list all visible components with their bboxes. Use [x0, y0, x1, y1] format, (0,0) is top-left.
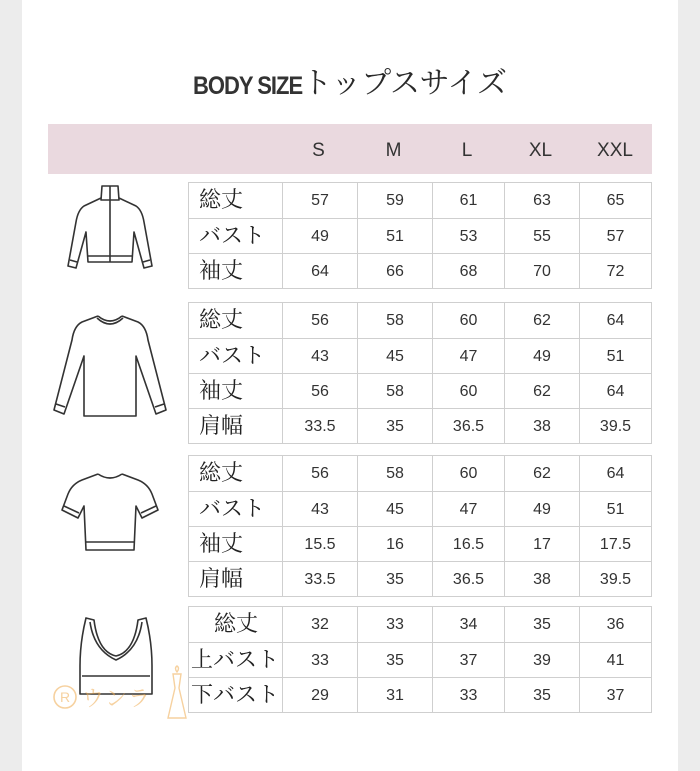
row-label: 上バスト — [191, 647, 280, 673]
table-cell: 51 — [357, 219, 432, 254]
table-cell: 16.5 — [432, 527, 504, 562]
table-cell: 35 — [357, 562, 432, 597]
table-cell: 66 — [357, 254, 432, 289]
row-label: 総丈 — [199, 307, 244, 333]
table-cell: 35 — [504, 678, 579, 713]
table-cell: 51 — [579, 492, 651, 527]
size-table-group-1 — [188, 182, 652, 289]
table-cell: 36 — [579, 607, 651, 642]
table-cell: 49 — [504, 339, 579, 374]
row-label: 下バスト — [191, 682, 280, 708]
table-cell: 49 — [504, 492, 579, 527]
table-cell: 39 — [504, 643, 579, 678]
table-cell: 35 — [504, 607, 579, 642]
table-row — [189, 526, 651, 562]
table-row — [189, 408, 651, 444]
table-cell: 37 — [579, 678, 651, 713]
table-cell: 33 — [282, 643, 357, 678]
table-cell: 29 — [282, 678, 357, 713]
page-title — [0, 58, 700, 102]
table-cell: 45 — [357, 339, 432, 374]
table-cell: 65 — [579, 183, 651, 218]
table-cell: 56 — [282, 374, 357, 409]
size-table-group-3 — [188, 455, 652, 597]
table-cell: 39.5 — [579, 409, 651, 444]
table-cell: 39.5 — [579, 562, 651, 597]
brand-watermark — [52, 678, 302, 718]
table-cell: 57 — [579, 219, 651, 254]
table-cell: 51 — [579, 339, 651, 374]
row-label: 総丈 — [199, 187, 244, 213]
row-label: バスト — [199, 496, 266, 522]
table-cell: 64 — [579, 374, 651, 409]
table-row — [189, 253, 651, 289]
table-cell: 70 — [504, 254, 579, 289]
table-cell: 32 — [282, 607, 357, 642]
row-label: 肩幅 — [199, 413, 244, 439]
table-cell: 68 — [432, 254, 504, 289]
table-cell: 62 — [504, 303, 579, 338]
size-table-group-2 — [188, 302, 652, 444]
table-cell: 17 — [504, 527, 579, 562]
table-cell: 60 — [432, 374, 504, 409]
row-label: 袖丈 — [199, 378, 244, 404]
row-label: 袖丈 — [199, 258, 244, 284]
dress-figure-icon — [164, 662, 190, 722]
watermark-text: ウンラ — [82, 687, 152, 712]
table-cell: 43 — [282, 339, 357, 374]
table-cell: 59 — [357, 183, 432, 218]
table-cell: 72 — [579, 254, 651, 289]
table-cell: 60 — [432, 303, 504, 338]
table-row — [189, 456, 651, 491]
row-label: バスト — [199, 343, 266, 369]
row-label: 袖丈 — [199, 531, 244, 557]
table-cell: 60 — [432, 456, 504, 491]
svg-text:R: R — [59, 689, 71, 705]
table-cell: 47 — [432, 339, 504, 374]
table-cell: 16 — [357, 527, 432, 562]
table-row — [189, 491, 651, 527]
table-cell: 57 — [282, 183, 357, 218]
title-japanese: トップスサイズ — [302, 66, 508, 101]
table-row — [189, 607, 651, 642]
table-cell: 64 — [579, 303, 651, 338]
table-cell: 53 — [432, 219, 504, 254]
table-cell: 38 — [504, 562, 579, 597]
table-cell: 41 — [579, 643, 651, 678]
table-cell: 58 — [357, 456, 432, 491]
table-cell: 33 — [432, 678, 504, 713]
table-cell: 37 — [432, 643, 504, 678]
table-row — [189, 338, 651, 374]
table-row — [189, 561, 651, 597]
table-cell: 45 — [357, 492, 432, 527]
long-sleeve-tshirt-icon — [48, 306, 172, 424]
table-cell: 61 — [432, 183, 504, 218]
size-header-l: L — [461, 140, 473, 161]
table-cell: 35 — [357, 409, 432, 444]
table-cell: 31 — [357, 678, 432, 713]
table-row — [189, 373, 651, 409]
table-row — [189, 183, 651, 218]
table-row — [189, 218, 651, 254]
table-cell: 58 — [357, 374, 432, 409]
title-english: BODY SIZE — [192, 71, 303, 100]
size-header-m: M — [385, 140, 402, 161]
table-cell: 64 — [282, 254, 357, 289]
registered-mark-icon — [52, 684, 78, 710]
table-cell: 33.5 — [282, 562, 357, 597]
turtleneck-crop-top-icon — [48, 180, 172, 280]
table-cell: 33 — [357, 607, 432, 642]
size-header-s: S — [312, 140, 325, 161]
table-cell: 38 — [504, 409, 579, 444]
table-cell: 35 — [357, 643, 432, 678]
table-cell: 34 — [432, 607, 504, 642]
row-label: 総丈 — [213, 611, 258, 637]
table-row — [189, 303, 651, 338]
table-cell: 56 — [282, 303, 357, 338]
table-cell: 64 — [579, 456, 651, 491]
table-cell: 15.5 — [282, 527, 357, 562]
table-cell: 55 — [504, 219, 579, 254]
size-header-xxl: XXL — [597, 140, 633, 161]
row-label: バスト — [199, 223, 266, 249]
table-cell: 49 — [282, 219, 357, 254]
row-label: 肩幅 — [199, 566, 244, 592]
size-header-xl: XL — [528, 140, 553, 161]
table-cell: 62 — [504, 374, 579, 409]
table-cell: 36.5 — [432, 409, 504, 444]
table-cell: 33.5 — [282, 409, 357, 444]
table-cell: 58 — [357, 303, 432, 338]
table-cell: 56 — [282, 456, 357, 491]
table-cell: 17.5 — [579, 527, 651, 562]
row-label: 総丈 — [199, 460, 244, 486]
table-cell: 47 — [432, 492, 504, 527]
table-row — [189, 642, 651, 678]
short-sleeve-crop-top-icon — [58, 466, 162, 556]
table-cell: 36.5 — [432, 562, 504, 597]
table-cell: 63 — [504, 183, 579, 218]
table-cell: 62 — [504, 456, 579, 491]
table-cell: 43 — [282, 492, 357, 527]
